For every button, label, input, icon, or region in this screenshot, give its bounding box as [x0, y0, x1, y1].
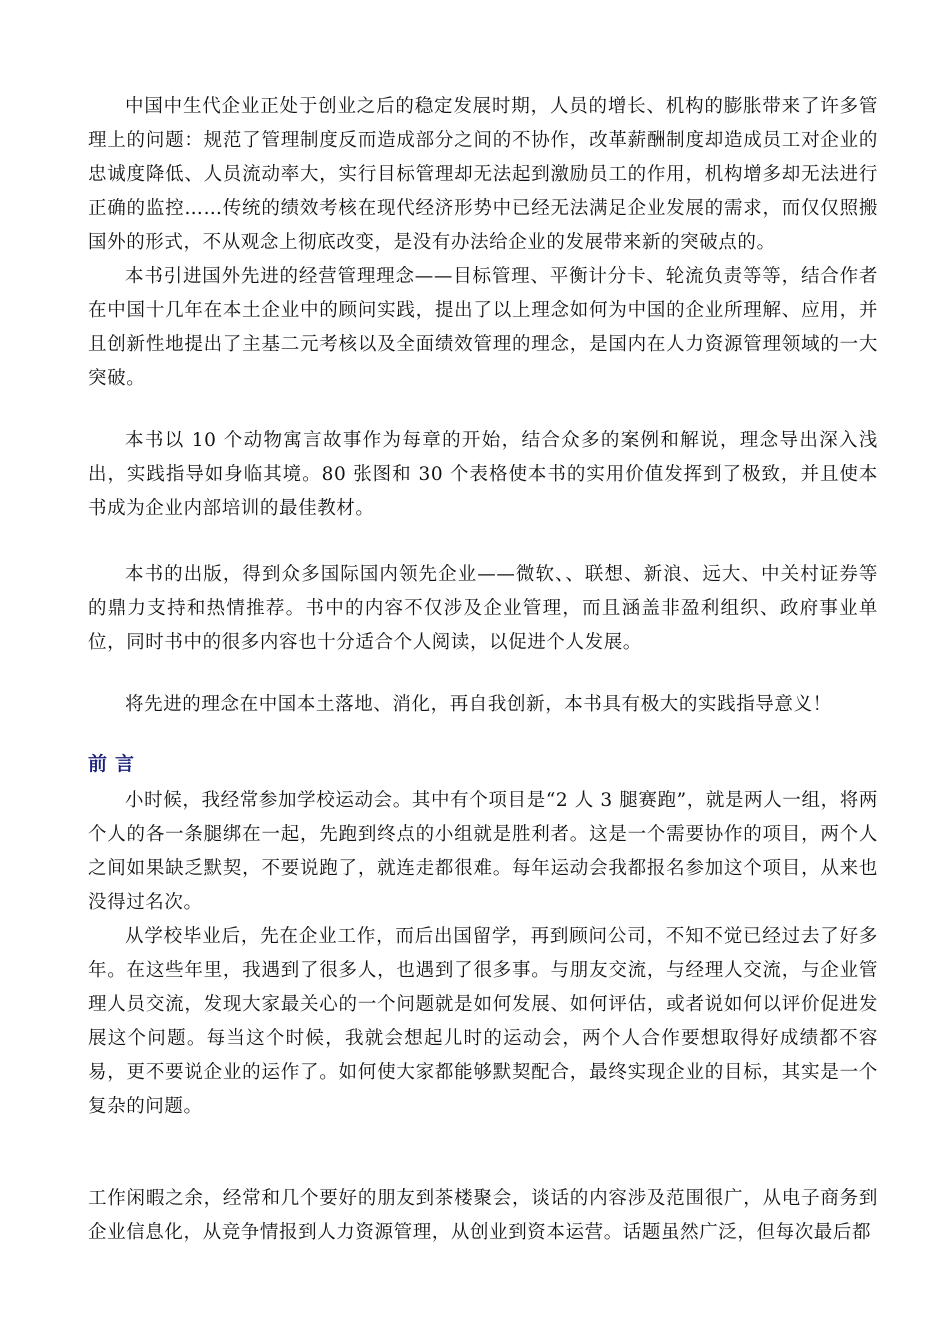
preface-heading: 前言: [88, 753, 143, 775]
preface-paragraph-1: 小时候，我经常参加学校运动会。其中有个项目是“2 人 3 腿赛跑”，就是两人一组，将两个人的各一条腿绑在一起，先跑到终点的小组就是胜利者。这是一个需要协作的项目，两个人之间如果缺乏默契，不要说跑了，就连走都很难。每年运动会我都报名参加这个项目，从来也没得过名次。: [88, 790, 878, 913]
intro-paragraph-2: 本书引进国外先进的经营管理理念——目标管理、平衡计分卡、轮流负责等等，结合作者在中国十几年在本土企业中的顾问实践，提出了以上理念如何为中国的企业所理解、应用，并且创新性地提出了主基二元考核以及全面绩效管理的理念，是国内在人力资源管理领域的一大突破。: [88, 266, 878, 389]
preface-paragraph-3: 工作闲暇之余，经常和几个要好的朋友到茶楼聚会，谈话的内容涉及范围很广，从电子商务到企业信息化，从竞争情报到人力资源管理，从创业到资本运营。话题虽然广泛，但每次最后都: [88, 1188, 878, 1243]
intro-paragraph-4: 本书的出版，得到众多国际国内领先企业——微软、、联想、新浪、远大、中关村证券等的鼎力支持和热情推荐。书中的内容不仅涉及企业管理，而且涵盖非盈利组织、政府事业单位，同时书中的很多内容也十分适合个人阅读，以促进个人发展。: [88, 564, 878, 653]
preface-paragraph-2: 从学校毕业后，先在企业工作，而后出国留学，再到顾问公司，不知不觉已经过去了好多年。在这些年里，我遇到了很多人，也遇到了很多事。与朋友交流，与经理人交流，与企业管理人员交流，发现大家最关心的一个问题就是如何发展、如何评估，或者说如何以评价促进发展这个问题。每当这个时候，我就会想起儿时的运动会，两个人合作要想取得好成绩都不容易，更不要说企业的运作了。如何使大家都能够默契配合，最终实现企业的目标，其实是一个复杂的问题。: [88, 926, 878, 1117]
intro-paragraph-3: 本书以 10 个动物寓言故事作为每章的开始，结合众多的案例和解说，理念导出深入浅出，实践指导如身临其境。80 张图和 30 个表格使本书的实用价值发挥到了极致，并且使本书成为企业内部培训的最佳教材。: [88, 430, 878, 519]
intro-paragraph-1: 中国中生代企业正处于创业之后的稳定发展时期，人员的增长、机构的膨胀带来了许多管理上的问题：规范了管理制度反而造成部分之间的不协作，改革薪酬制度却造成员工对企业的忠诚度降低、人员流动率大，实行目标管理却无法起到激励员工的作用，机构增多却无法进行正确的监控……传统的绩效考核在现代经济形势中已经无法满足企业发展的需求，而仅仅照搬国外的形式，不从观念上彻底改变，是没有办法给企业的发展带来新的突破点的。: [88, 96, 878, 253]
intro-paragraph-5: 将先进的理念在中国本土落地、消化，再自我创新，本书具有极大的实践指导意义！: [125, 694, 832, 715]
